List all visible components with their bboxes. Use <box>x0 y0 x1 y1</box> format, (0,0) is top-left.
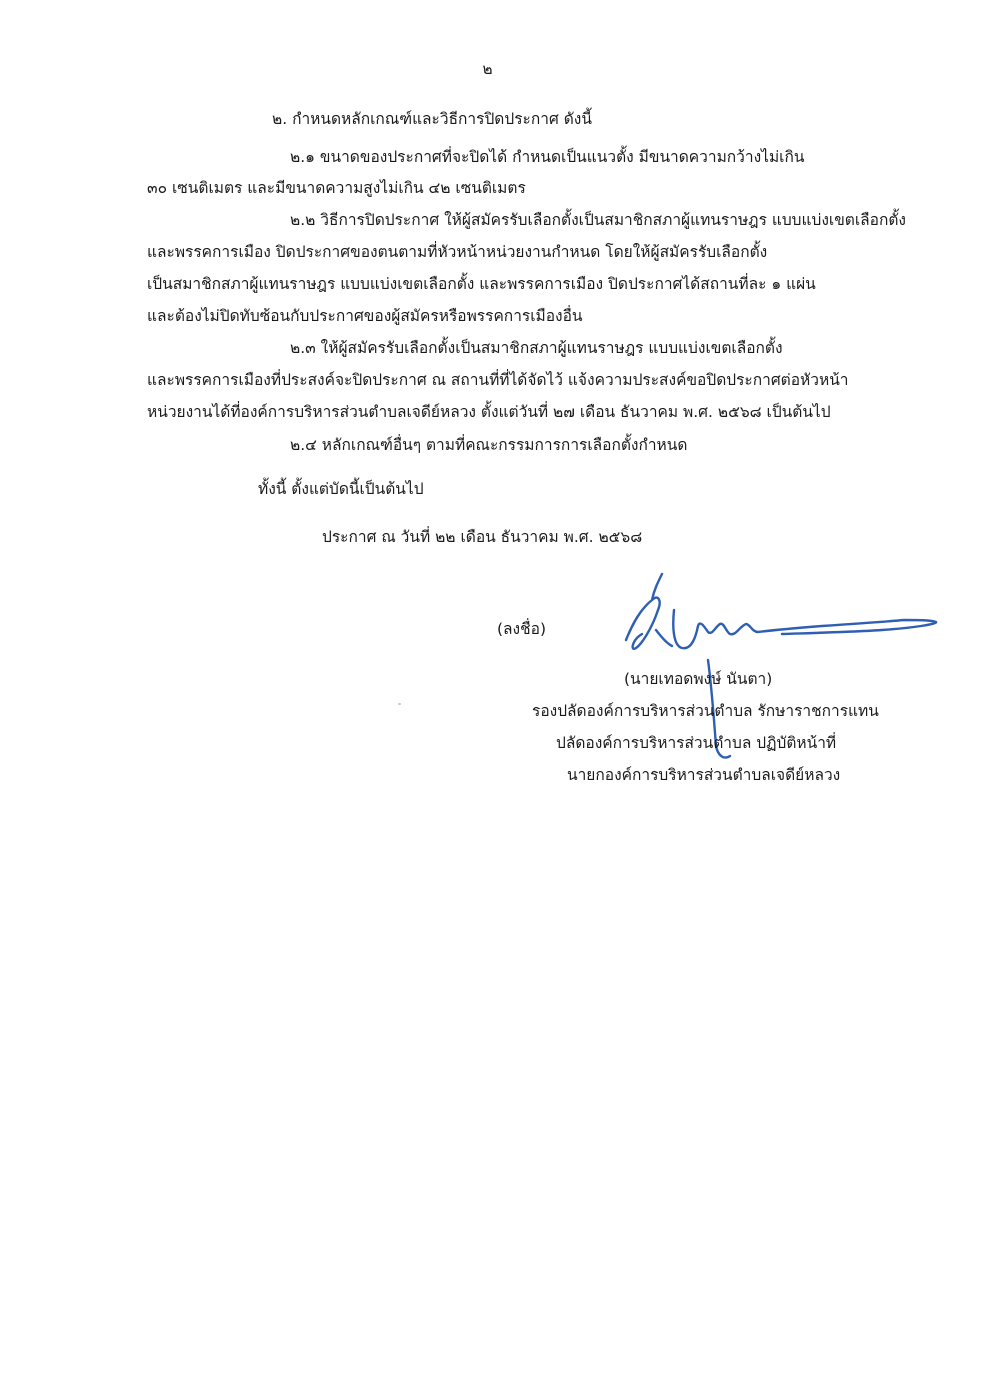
item-2-1-line-2: ๓๐ เซนติเมตร และมีขนาดความสูงไม่เกิน ๔๒ เซนติเมตร <box>147 179 526 197</box>
page-number: ๒ <box>482 60 493 78</box>
announcement-date: ประกาศ ณ วันที่ ๒๒ เดือน ธันวาคม พ.ศ. ๒๕๖๘ <box>322 528 643 546</box>
signed-label: (ลงชื่อ) <box>497 620 546 638</box>
signer-position-line-2: ปลัดองค์การบริหารส่วนตำบล ปฏิบัติหน้าที่ <box>556 734 837 752</box>
section-2-heading: ๒. กำหนดหลักเกณฑ์และวิธีการปิดประกาศ ดังนี้ <box>272 110 592 128</box>
item-2-2-line-1: ๒.๒ วิธีการปิดประกาศ ให้ผู้สมัครรับเลือกตั้งเป็นสมาชิกสภาผู้แทนราษฎร แบบแบ่งเขตเลือกตั้ง <box>290 211 906 229</box>
signer-position-line-1: รองปลัดองค์การบริหารส่วนตำบล รักษาราชการแทน <box>532 702 879 720</box>
item-2-3-line-3: หน่วยงานได้ที่องค์การบริหารส่วนตำบลเจดีย์หลวง ตั้งแต่วันที่ ๒๗ เดือน ธันวาคม พ.ศ. ๒๕๖๘ เป็นต้นไป <box>147 403 831 421</box>
effective-clause: ทั้งนี้ ตั้งแต่บัดนี้เป็นต้นไป <box>258 480 424 498</box>
item-2-2-line-2: และพรรคการเมือง ปิดประกาศของตนตามที่หัวหน้าหน่วยงานกำหนด โดยให้ผู้สมัครรับเลือกตั้ง <box>147 243 768 261</box>
item-2-3-line-2: และพรรคการเมืองที่ประสงค์จะปิดประกาศ ณ สถานที่ที่ได้จัดไว้ แจ้งความประสงค์ขอปิดประกาศต่อหัวหน้า <box>147 371 849 389</box>
item-2-2-line-4: และต้องไม่ปิดทับซ้อนกับประกาศของผู้สมัครหรือพรรคการเมืองอื่น <box>147 307 583 325</box>
scan-speck <box>398 703 401 705</box>
signature-stroke-main <box>626 574 936 649</box>
item-2-4: ๒.๔ หลักเกณฑ์อื่นๆ ตามที่คณะกรรมการการเลือกตั้งกำหนด <box>290 436 688 454</box>
signer-position-line-3: นายกองค์การบริหารส่วนตำบลเจดีย์หลวง <box>567 766 841 784</box>
item-2-1-line-1: ๒.๑ ขนาดของประกาศที่จะปิดได้ กำหนดเป็นแนวตั้ง มีขนาดความกว้างไม่เกิน <box>290 148 805 166</box>
signer-name: (นายเทอดพงษ์ นันตา) <box>624 670 773 688</box>
item-2-2-line-3: เป็นสมาชิกสภาผู้แทนราษฎร แบบแบ่งเขตเลือกตั้ง และพรรคการเมือง ปิดประกาศได้สถานที่ละ ๑ แผ่น <box>147 275 816 293</box>
item-2-3-line-1: ๒.๓ ให้ผู้สมัครรับเลือกตั้งเป็นสมาชิกสภาผู้แทนราษฎร แบบแบ่งเขตเลือกตั้ง <box>290 339 783 357</box>
